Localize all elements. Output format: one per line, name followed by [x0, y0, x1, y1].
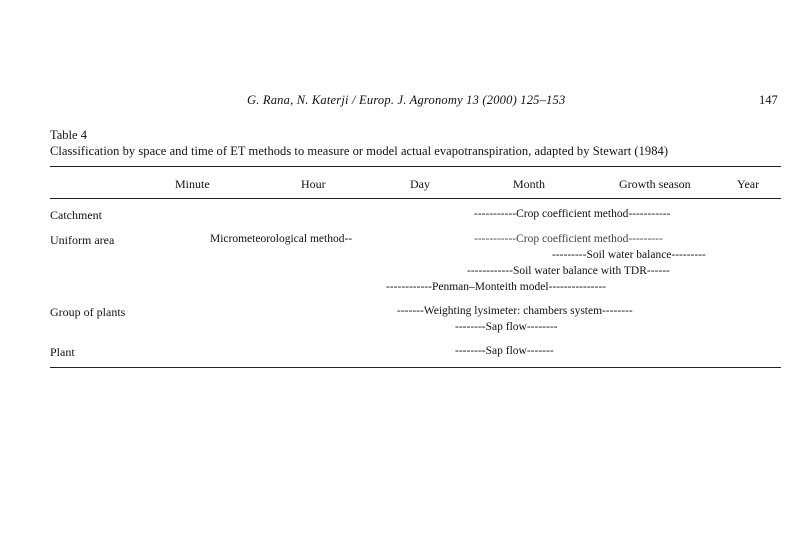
row-label-catchment: Catchment — [50, 208, 102, 222]
table-label: Table 4 — [50, 128, 87, 142]
table-top-rule — [50, 166, 781, 167]
table-header-rule — [50, 198, 781, 199]
plant-sap-flow: --------Sap flow------- — [455, 345, 554, 357]
column-header-year: Year — [737, 177, 760, 191]
column-header-month: Month — [513, 177, 546, 191]
column-header-growth-season: Growth season — [619, 177, 691, 191]
row-label-uniform-area: Uniform area — [50, 233, 115, 247]
row-label-group-of-plants: Group of plants — [50, 305, 126, 319]
row-label-plant: Plant — [50, 345, 75, 359]
table-bottom-rule — [50, 367, 781, 368]
group-weighting-lysimeter-chambers: -------Weighting lysimeter: chambers system-------- — [397, 305, 633, 317]
uniform-area-soil-water-balance-tdr: ------------Soil water balance with TDR------ — [467, 265, 670, 277]
uniform-area-micrometeorological-method: Micrometeorological method-- — [210, 233, 353, 245]
column-header-day: Day — [410, 177, 430, 191]
column-header-minute: Minute — [175, 177, 210, 191]
group-sap-flow: --------Sap flow-------- — [455, 321, 558, 333]
catchment-crop-coefficient-method: -----------Crop coefficient method----------- — [474, 208, 671, 220]
running-header: G. Rana, N. Katerji / Europ. J. Agronomy 13 (2000) 125–153 — [247, 93, 566, 107]
uniform-area-soil-water-balance: ---------Soil water balance--------- — [552, 249, 706, 261]
page-number: 147 — [759, 93, 778, 107]
uniform-area-penman-monteith-model: ------------Penman–Monteith model--------------- — [386, 281, 606, 293]
uniform-area-crop-coefficient-method: -----------Crop coefficient method--------- — [474, 233, 663, 245]
table-caption: Classification by space and time of ET methods to measure or model actual evapotranspiration, adapted by Stewart (1984) — [50, 144, 669, 158]
column-header-hour: Hour — [301, 177, 326, 191]
